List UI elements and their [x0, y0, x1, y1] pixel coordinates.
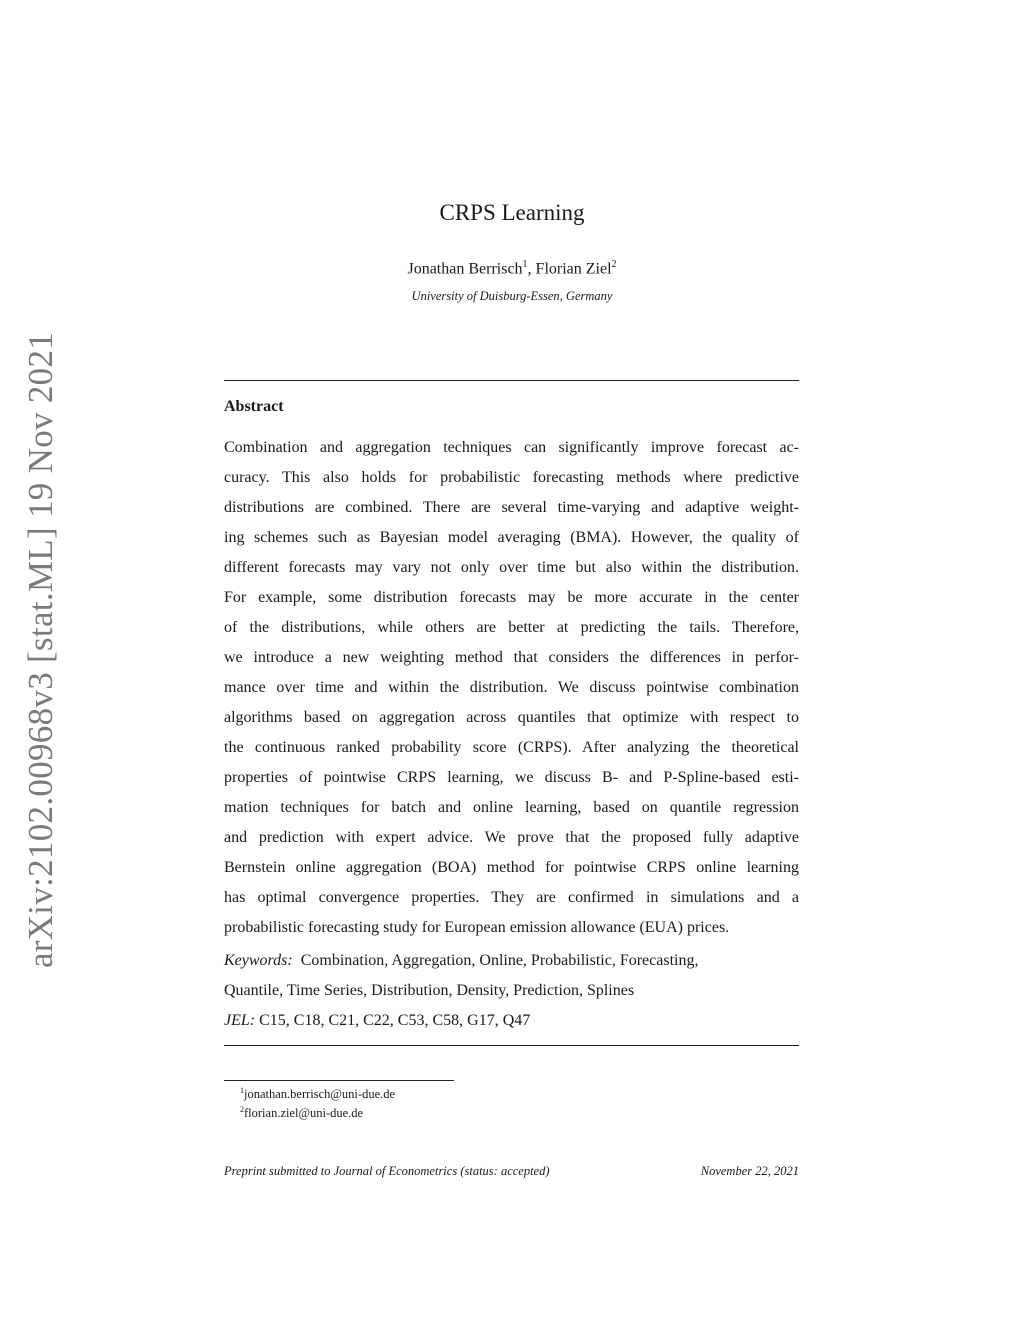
author-list	[0, 259, 1024, 278]
abstract-line: has optimal convergence properties. They are confirmed in simulations and a	[224, 889, 799, 906]
footnote-email: florian.ziel@uni-due.de	[244, 1106, 364, 1121]
jel-line	[224, 1006, 799, 1036]
abstract-line: probabilistic forecasting study for European emission allowance (EUA) prices.	[224, 919, 730, 936]
abstract-line: mation techniques for batch and online learning, based on quantile regression	[224, 799, 799, 816]
abstract-bottom-rule	[224, 1045, 799, 1046]
keywords-line	[224, 976, 799, 1006]
author-separator: ,	[527, 260, 536, 278]
footnote-mark: 1	[240, 1086, 244, 1095]
affiliation: University of Duisburg-Essen, Germany	[411, 289, 613, 303]
jel-label: JEL:	[224, 1012, 256, 1029]
abstract-line: different forecasts may vary not only over time but also within the distribution.	[224, 559, 799, 576]
abstract-line: the continuous ranked probability score (CRPS). After analyzing the theoretical	[224, 739, 799, 756]
author-footnote-mark: 2	[611, 259, 617, 270]
submission-date: November 22, 2021	[700, 1164, 799, 1178]
keywords-block	[224, 946, 799, 1036]
abstract-line: curacy. This also holds for probabilistic forecasting methods where predictive	[224, 469, 799, 486]
footnotes	[240, 1083, 395, 1121]
abstract-heading: Abstract	[224, 398, 284, 415]
abstract-top-rule	[224, 380, 799, 381]
abstract-line: For example, some distribution forecasts may be more accurate in the center	[224, 589, 799, 606]
footnote-mark: 2	[240, 1105, 244, 1115]
footnote	[240, 1083, 395, 1102]
author-name: Jonathan Berrisch	[407, 260, 523, 278]
paper-title: CRPS Learning	[439, 200, 585, 225]
author-name: Florian Ziel	[535, 260, 612, 278]
abstract-line: algorithms based on aggregation across quantiles that optimize with respect to	[224, 709, 799, 726]
preprint-notice: Preprint submitted to Journal of Econometrics (status: accepted)	[224, 1164, 550, 1178]
jel-codes: C15, C18, C21, C22, C53, C58, G17, Q47	[259, 1012, 531, 1029]
abstract-line: ing schemes such as Bayesian model averaging (BMA). However, the quality of	[224, 529, 799, 546]
abstract-line: distributions are combined. There are several time-varying and adaptive weight-	[224, 499, 799, 516]
keywords-text: Quantile, Time Series, Distribution, Density, Prediction, Splines	[224, 982, 635, 999]
abstract-body	[224, 433, 799, 943]
abstract-line: Combination and aggregation techniques can significantly improve forecast ac-	[224, 439, 799, 456]
abstract-line: properties of pointwise CRPS learning, we discuss B- and P-Spline-based esti-	[224, 769, 799, 786]
abstract-line: and prediction with expert advice. We prove that the proposed fully adaptive	[224, 829, 799, 846]
keywords-line	[224, 946, 799, 976]
abstract-line: we introduce a new weighting method that considers the differences in perfor-	[224, 649, 799, 666]
footnote	[240, 1102, 395, 1121]
keywords-text: Combination, Aggregation, Online, Probabilistic, Forecasting,	[300, 952, 699, 969]
author-footnote-mark: 1	[522, 259, 528, 270]
footnote-rule	[224, 1080, 454, 1081]
abstract-line: mance over time and within the distribution. We discuss pointwise combination	[224, 679, 799, 696]
abstract-line: Bernstein online aggregation (BOA) method for pointwise CRPS online learning	[224, 859, 799, 876]
arxiv-identifier-stamp: arXiv:2102.00968v3 [stat.ML] 19 Nov 2021	[21, 331, 60, 969]
abstract-line: of the distributions, while others are better at predicting the tails. Therefore,	[224, 619, 799, 636]
footnote-email: jonathan.berrisch@uni-due.de	[244, 1087, 396, 1102]
keywords-label: Keywords:	[224, 952, 293, 969]
